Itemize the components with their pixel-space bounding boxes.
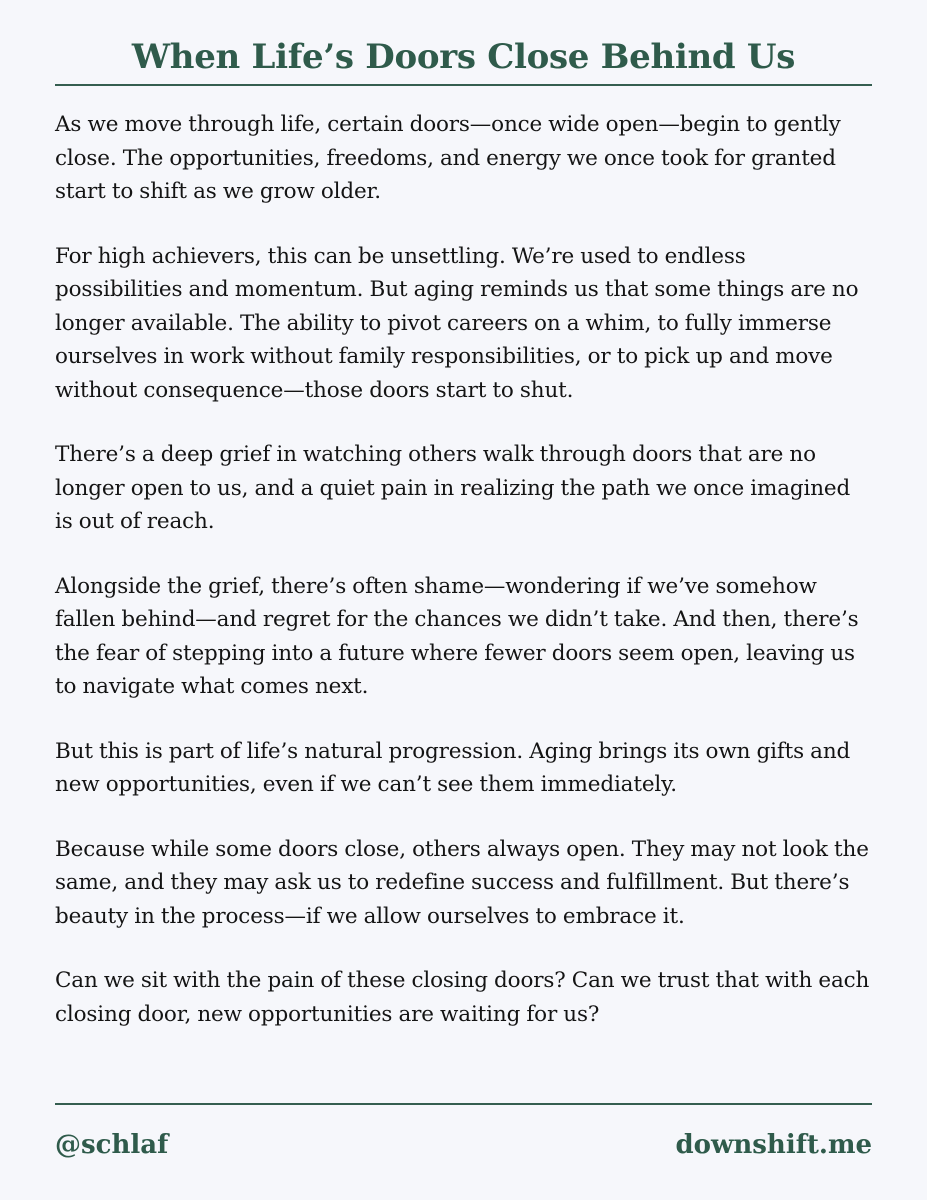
website-link[interactable]: downshift.me bbox=[675, 1130, 872, 1160]
paragraph: There’s a deep grief in watching others walk through doors that are no longer open to us, and a quiet pain in realizing the path we once imagined is out of reach. bbox=[55, 442, 851, 534]
paragraph: But this is part of life’s natural progression. Aging brings its own gifts and new opportunities, even if we can’t see them immediately. bbox=[55, 738, 851, 797]
article-body bbox=[55, 86, 872, 1031]
paragraph: For high achievers, this can be unsettling. We’re used to endless possibilities and momentum. But aging reminds us that some things are no longer available. The ability to pivot careers on a whim, to fully immerse ourselves in work without family responsibilities, or to pick up and move without consequence—those doors start to shut. bbox=[55, 243, 859, 403]
paragraph: As we move through life, certain doors—once wide open—begin to gently close. The opportunities, freedoms, and energy we once took for granted start to shift as we grow older. bbox=[55, 112, 841, 204]
page-title: When Life’s Doors Close Behind Us bbox=[131, 37, 796, 77]
footer bbox=[55, 1125, 872, 1165]
paragraph: Because while some doors close, others always open. They may not look the same, and they may ask us to redefine success and fulfillment. But there’s beauty in the process—if we allow ourselves to embrace it. bbox=[55, 836, 869, 929]
paragraph: Can we sit with the pain of these closing doors? Can we trust that with each closing door, new opportunities are waiting for us? bbox=[55, 968, 870, 1027]
author-handle[interactable]: @schlaf bbox=[55, 1130, 169, 1160]
paragraph: Alongside the grief, there’s often shame—wondering if we’ve somehow fallen behind—and regret for the chances we didn’t take. And then, there’s the fear of stepping into a future where fewer doors seem open, leaving us to navigate what comes next. bbox=[55, 573, 859, 699]
footer-divider bbox=[55, 1103, 872, 1105]
